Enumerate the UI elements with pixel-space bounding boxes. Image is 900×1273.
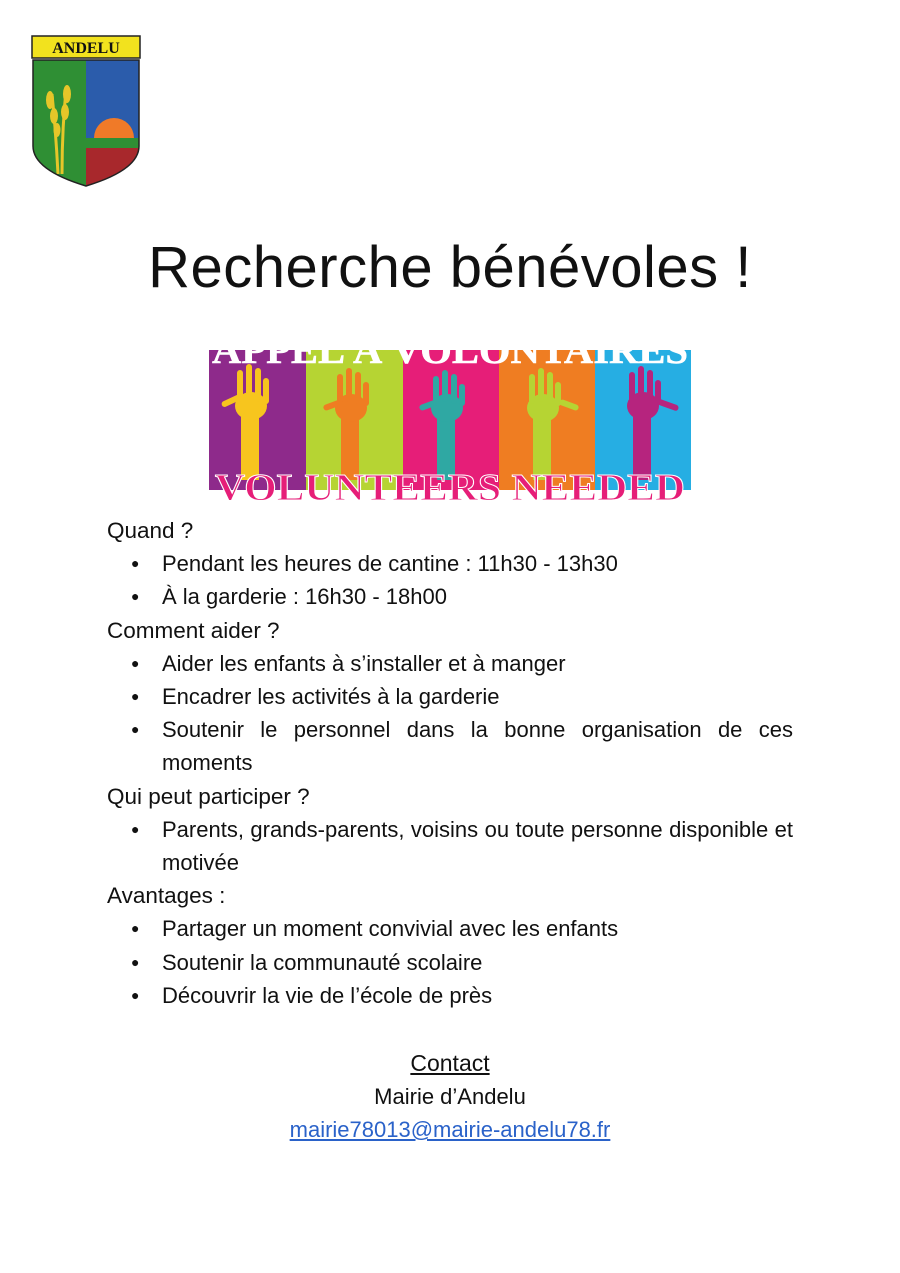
bullet-icon: ● — [131, 687, 140, 704]
list-item: ● Aider les enfants à s’installer et à manger — [107, 647, 793, 680]
section-when — [107, 514, 793, 614]
main-content — [107, 514, 793, 1012]
list-item: ● Découvrir la vie de l’école de près — [107, 979, 793, 1012]
bullet-icon: ● — [131, 555, 140, 571]
bullet-icon: ● — [131, 986, 140, 1003]
list-item: ● Encadrer les activités à la garderie — [107, 680, 793, 713]
andelu-crest-logo — [30, 34, 142, 188]
contact-organization: Mairie d’Andelu — [374, 1084, 526, 1109]
section-heading: Comment aider ? — [107, 617, 280, 643]
list-item: ● Soutenir le personnel dans la bonne organisation de ces moments — [107, 713, 793, 780]
section-benefits — [107, 879, 793, 1012]
list-item: ● Pendant les heures de cantine : 11h30 - 13h30 — [107, 547, 793, 580]
bullet-icon: ● — [131, 588, 140, 605]
bullet-icon: ● — [131, 721, 140, 738]
section-heading: Qui peut participer ? — [107, 783, 310, 809]
bullet-icon: ● — [131, 654, 140, 671]
bullet-icon: ● — [131, 920, 140, 937]
list-item: ● Soutenir la communauté scolaire — [107, 946, 793, 979]
list-item: ● Parents, grands-parents, voisins ou toute personne disponible et motivée — [107, 813, 793, 880]
section-heading: Quand ? — [107, 518, 194, 543]
list-item: ● À la garderie : 16h30 - 18h00 — [107, 580, 793, 613]
list-item: ● Partager un moment convivial avec les enfants — [107, 912, 793, 945]
bullet-icon: ● — [131, 820, 140, 837]
banner-bottom-text: VOLUNTEERS NEEDED — [215, 467, 685, 502]
bullet-icon: ● — [131, 953, 140, 970]
volunteers-banner-image — [209, 330, 691, 502]
contact-title: Contact — [410, 1050, 490, 1076]
section-who — [107, 780, 793, 880]
banner-top-text: APPEL À VOLONTAIRES — [212, 330, 688, 372]
crest-name: ANDELU — [52, 40, 120, 57]
section-how — [107, 614, 793, 780]
page-title: Recherche bénévoles ! — [148, 235, 752, 300]
contact-block — [0, 1047, 900, 1146]
section-heading: Avantages : — [107, 883, 226, 909]
contact-email-link[interactable]: mairie78013@mairie-andelu78.fr — [289, 1117, 611, 1142]
